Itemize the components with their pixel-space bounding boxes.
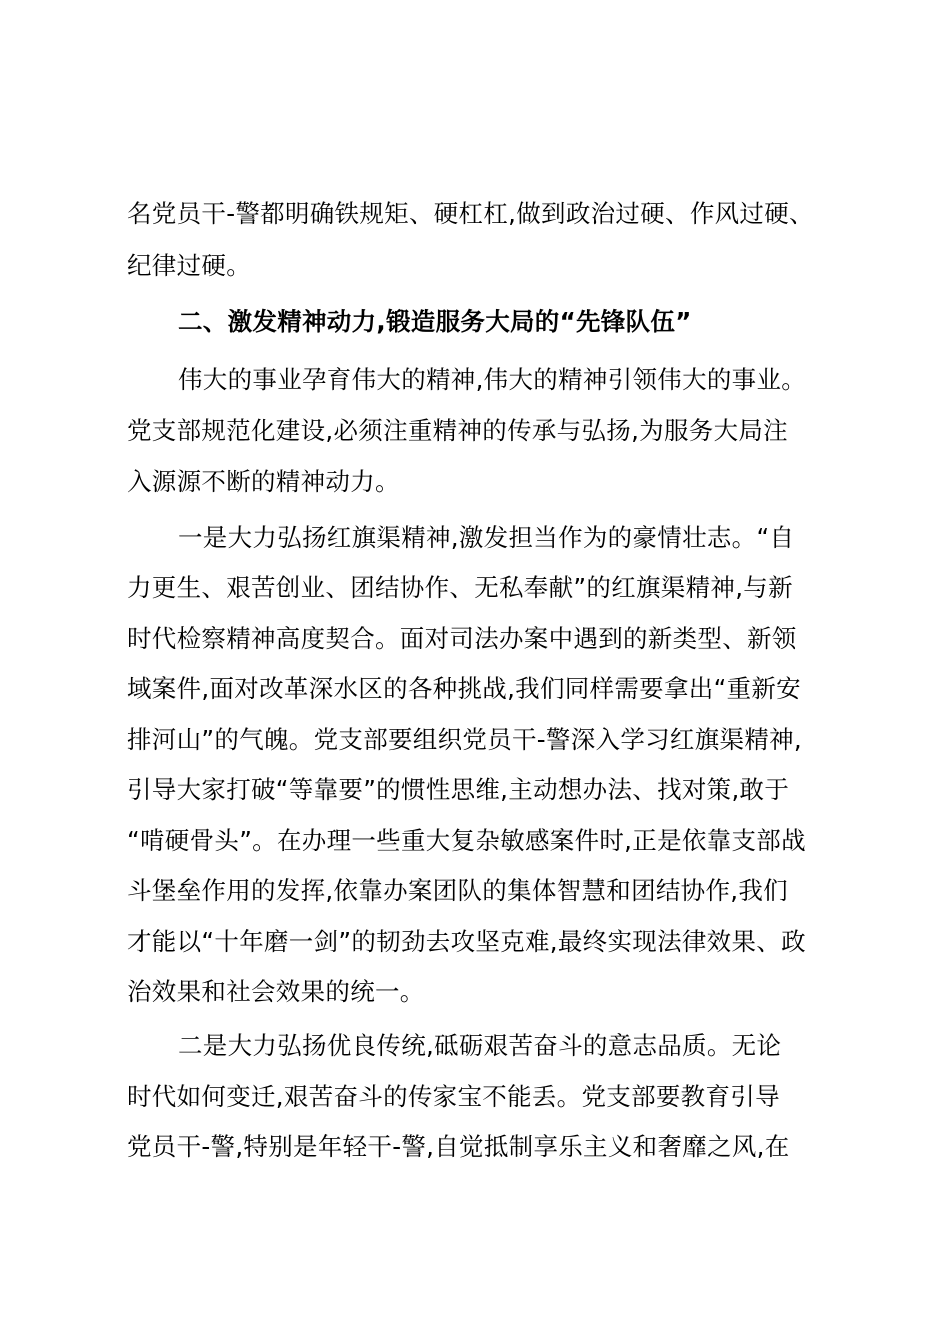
text-line: 一是大力弘扬红旗渠精神,激发担当作为的豪情壮志。“自 <box>178 523 795 552</box>
text-line: 二是大力弘扬优良传统,砥砺艰苦奋斗的意志品质。无论 <box>178 1031 782 1060</box>
text-line: 名党员干-警都明确铁规矩、硬杠杠,做到政治过硬、作风过硬、 <box>127 199 814 228</box>
text-line: 才能以“十年磨一剑”的韧劲去攻坚克难,最终实现法律效果、政 <box>127 927 806 956</box>
text-line: 域案件,面对改革深水区的各种挑战,我们同样需要拿出“重新安 <box>127 674 801 703</box>
text-line: 力更生、艰苦创业、团结协作、无私奉献”的红旗渠精神,与新 <box>127 573 793 602</box>
text-line: 斗堡垒作用的发挥,依靠办案团队的集体智慧和团结协作,我们 <box>127 876 788 905</box>
text-line: 排河山”的气魄。党支部要组织党员干-警深入学习红旗渠精神, <box>127 725 803 754</box>
heading-text: 二、激发精神动力,锻造服务大局的“先锋队伍” <box>178 307 692 336</box>
text-line: 纪律过硬。 <box>127 251 251 280</box>
text-line: 时代如何变迁,艰苦奋斗的传家宝不能丢。党支部要教育引导 <box>127 1082 780 1111</box>
text-line: 党员干-警,特别是年轻干-警,自觉抵制享乐主义和奢靡之风,在 <box>127 1132 790 1161</box>
text-line: 时代检察精神高度契合。面对司法办案中遇到的新类型、新领 <box>127 624 797 653</box>
text-line: 入源源不断的精神动力。 <box>127 467 400 496</box>
text-line: 治效果和社会效果的统一。 <box>127 977 425 1006</box>
text-line: 党支部规范化建设,必须注重精神的传承与弘扬,为服务大局注 <box>127 416 788 445</box>
text-line: 伟大的事业孕育伟大的精神,伟大的精神引领伟大的事业。 <box>178 365 807 394</box>
text-line: 引导大家打破“等靠要”的惯性思维,主动想办法、找对策,敢于 <box>127 775 790 804</box>
text-line: “啃硬骨头”。在办理一些重大复杂敏感案件时,正是依靠支部战 <box>127 826 806 855</box>
